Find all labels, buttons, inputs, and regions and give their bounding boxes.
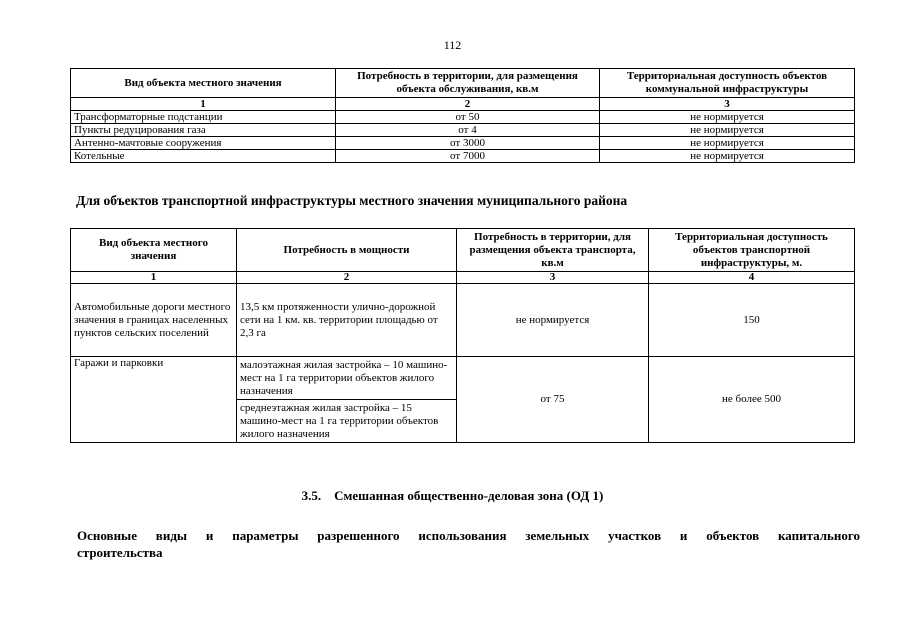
object-type-cell: Трансформаторные подстанции [71,111,336,124]
object-type-cell: Автомобильные дороги местного значения в границах населенных пунктов сельских поселений [71,284,237,357]
column-number: 3 [600,98,855,111]
table-row [71,124,855,137]
column-number: 2 [237,272,457,284]
header-accessibility: Территориальная доступность объектов транспортной инфраструктуры, м. [649,229,855,272]
column-number: 4 [649,272,855,284]
accessibility-cell: не более 500 [649,357,855,443]
utility-infrastructure-table [70,68,855,163]
transport-heading: Для объектов транспортной инфраструктуры местного значения муниципального района [76,193,628,208]
table-row [71,284,855,357]
column-number-row [71,98,855,111]
territory-cell: от 50 [336,111,600,124]
accessibility-cell: 150 [649,284,855,357]
column-number-row [71,272,855,284]
table-header-row [71,229,855,272]
column-number: 1 [71,98,336,111]
header-accessibility: Территориальная доступность объектов коммунальной инфраструктуры [600,69,855,98]
header-object-type: Вид объекта местного значения [71,229,237,272]
table-row [71,137,855,150]
column-number: 3 [457,272,649,284]
main-heading-line: Основные виды и параметры разрешенного использования земельных участков и объектов капитального [77,528,860,543]
table-row [71,150,855,163]
territory-cell: не нормируется [457,284,649,357]
object-type-cell: Пункты редуцирования газа [71,124,336,137]
header-territory-need: Потребность в территории, для размещения объекта обслуживания, кв.м [336,69,600,98]
capacity-cell: 13,5 км протяженности улично-дорожной сети на 1 км. кв. территории площадью от 2,3 га [237,284,457,357]
capacity-cell: малоэтажная жилая застройка – 10 машино-мест на 1 га территории объектов жилого назначения [237,357,457,400]
table-row [71,111,855,124]
transport-infrastructure-table [70,228,855,443]
header-object-type: Вид объекта местного значения [71,69,336,98]
object-type-cell: Котельные [71,150,336,163]
page-number: 112 [443,38,462,52]
accessibility-cell: не нормируется [600,150,855,163]
object-type-cell: Антенно-мачтовые сооружения [71,137,336,150]
column-number: 2 [336,98,600,111]
capacity-cell: среднеэтажная жилая застройка – 15 машино-мест на 1 га территории объектов жилого назначения [237,400,457,443]
header-capacity-need: Потребность в мощности [237,229,457,272]
table-header-row [71,69,855,98]
accessibility-cell: не нормируется [600,111,855,124]
accessibility-cell: не нормируется [600,137,855,150]
object-type-cell: Гаражи и парковки [71,357,237,443]
territory-cell: от 3000 [336,137,600,150]
accessibility-cell: не нормируется [600,124,855,137]
main-heading [77,527,860,561]
main-heading-line: строительства [77,545,163,560]
column-number: 1 [71,272,237,284]
territory-cell: от 4 [336,124,600,137]
table-row [71,357,855,400]
header-territory-need: Потребность в территории, для размещения объекта транспорта, кв.м [457,229,649,272]
territory-cell: от 7000 [336,150,600,163]
territory-cell: от 75 [457,357,649,443]
section-heading: 3.5. Смешанная общественно-деловая зона (ОД 1) [301,488,604,503]
